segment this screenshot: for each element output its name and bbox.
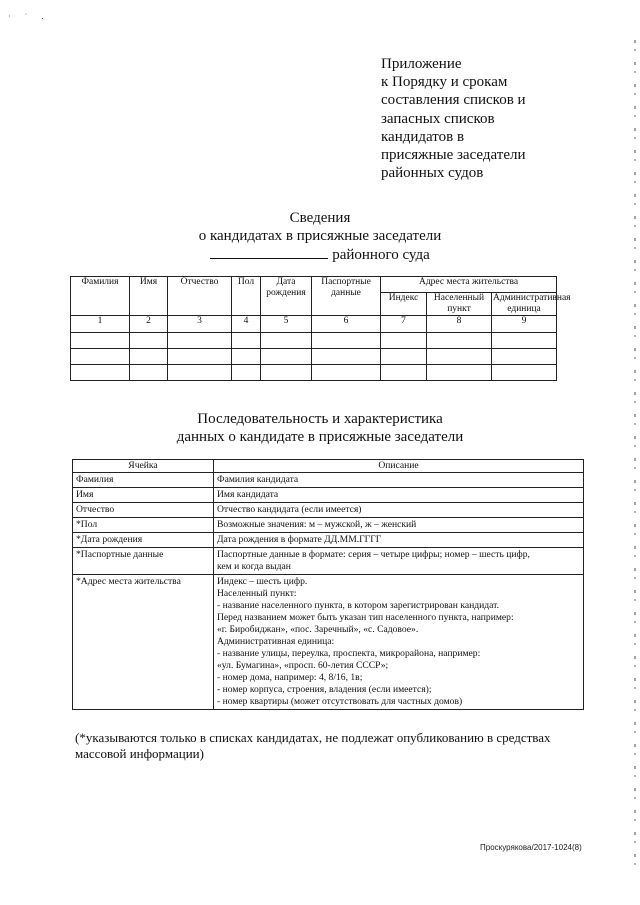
empty-row	[71, 365, 557, 381]
heading-subtitle: о кандидатах в присяжные заседатели	[198, 228, 442, 244]
field-description: Возможные значения: м – мужской, ж – женский	[214, 518, 584, 533]
field-description: Дата рождения в формате ДД.ММ.ГГГГ	[214, 533, 584, 548]
court-suffix: районного суда	[332, 247, 430, 263]
appendix-note	[381, 55, 526, 182]
header-index: Индекс	[381, 293, 427, 316]
footnote	[75, 730, 595, 762]
field-name: Фамилия	[73, 473, 214, 488]
appendix-line: Приложение	[381, 56, 462, 72]
col-number: 2	[130, 316, 168, 333]
table-row	[73, 548, 584, 575]
heading-title: Сведения	[289, 210, 351, 226]
document-stamp: Проскурякова/2017-1024(8)	[480, 843, 582, 852]
col-number: 1	[71, 316, 130, 333]
header-sex: Пол	[232, 277, 261, 316]
header-admin-unit: Административная единица	[493, 293, 571, 314]
header-patronymic: Отчество	[168, 277, 232, 316]
col-number: 8	[427, 316, 492, 333]
court-name-blank	[210, 245, 328, 259]
header-description: Описание	[214, 460, 584, 473]
field-description: Отчество кандидата (если имеется)	[214, 503, 584, 518]
table-row	[73, 503, 584, 518]
field-name: Отчество	[73, 503, 214, 518]
appendix-line: присяжные заседатели	[381, 147, 526, 164]
field-description: Имя кандидата	[214, 488, 584, 503]
scan-specks: · ˙ .	[8, 12, 50, 21]
candidates-table	[70, 276, 571, 381]
col-number: 6	[312, 316, 381, 333]
appendix-line: кандидатов в	[381, 128, 465, 145]
header-address-group: Адрес места жительства	[381, 277, 557, 293]
header-cell: Ячейка	[73, 460, 214, 473]
appendix-line: составления списков и	[381, 92, 526, 109]
field-description: Фамилия кандидата	[214, 473, 584, 488]
header-birthdate: Дата рождения	[261, 277, 312, 316]
col-number: 5	[261, 316, 312, 333]
appendix-line: районных судов	[381, 165, 484, 182]
field-description: Паспортные данные в формате: серия – четыре цифры; номер – шесть цифр, кем и когда выдан	[214, 548, 584, 575]
header-locality: Населенный пункт	[427, 293, 492, 316]
table-row	[73, 533, 584, 548]
table-row	[73, 473, 584, 488]
empty-row	[71, 349, 557, 365]
field-name: *Паспортные данные	[73, 548, 214, 575]
header-name: Имя	[130, 277, 168, 316]
fields-table	[72, 459, 584, 710]
field-name: *Дата рождения	[73, 533, 214, 548]
header-passport: Паспортные данные	[312, 277, 381, 316]
heading-court-line	[0, 245, 640, 264]
footnote-line: (*указываются только в списках кандидатах, не подлежат опубликованию в средствах	[75, 730, 551, 745]
field-name: *Пол	[73, 518, 214, 533]
footnote-line: массовой информации)	[75, 746, 204, 761]
table-row	[73, 518, 584, 533]
table-row	[73, 488, 584, 503]
field-name: Имя	[73, 488, 214, 503]
col-number: 7	[381, 316, 427, 333]
section-title: Последовательность и характеристика	[197, 411, 443, 427]
appendix-line: к Порядку и срокам	[381, 74, 508, 91]
col-number: 4	[232, 316, 261, 333]
field-description: Индекс – шесть цифр. Населенный пункт: - название населенного пункта, в котором зарегистрирован кандидат. Перед названием может быть указан тип населенного пункта, например: «г. Биробиджан», «пос. Заречный», «с. Садовое». Административная единица: - название улицы, переулка, проспекта, микрорайона, например: «ул. Бумагина», «просп. 60-летия СССР»; - номер дома, например: 4, 8/16, 1в; - номер корпуса, строения, владения (если имеется); - номер квартиры (может отсутствовать для частных домов)	[214, 575, 584, 710]
field-name: *Адрес места жительства	[73, 575, 214, 710]
col-number: 9	[492, 316, 557, 333]
section-subtitle: данных о кандидате в присяжные заседатели	[176, 429, 464, 445]
empty-row	[71, 333, 557, 349]
appendix-line: запасных списков	[381, 110, 495, 127]
header-surname: Фамилия	[71, 277, 130, 316]
col-number: 3	[168, 316, 232, 333]
scan-edge	[634, 40, 636, 870]
table-row	[73, 575, 584, 710]
